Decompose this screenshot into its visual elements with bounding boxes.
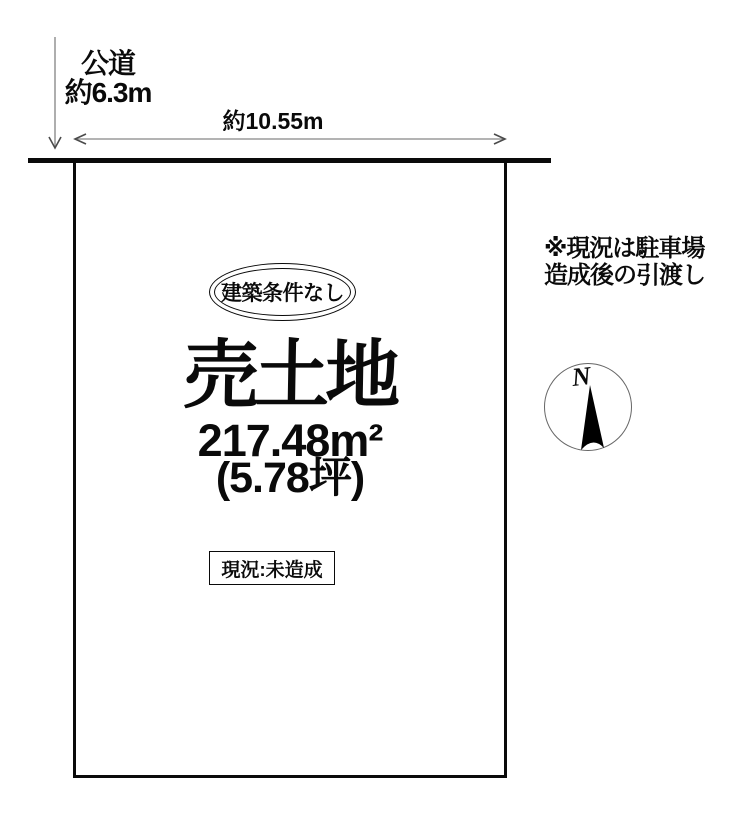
road-label-line2: 約6.3m: [64, 76, 152, 108]
frontage-dimension-label: 約10.55m: [222, 108, 324, 134]
site-note-line2: 造成後の引渡し: [544, 262, 705, 290]
site-note-line1: ※現況は駐車場: [544, 235, 705, 262]
frontage-arrow-icon: [0, 0, 560, 160]
no-building-conditions-badge: [209, 263, 356, 321]
badge-label: 建築条件なし: [221, 282, 344, 305]
current-state-box: 現況:未造成: [209, 551, 335, 585]
compass: [544, 363, 632, 451]
plot-area-m2: 217.48m²: [197, 415, 383, 466]
badge-inner-ellipse: [214, 268, 351, 316]
land-plot-outline: [73, 160, 507, 778]
compass-needle-icon: [545, 364, 633, 452]
site-note: [544, 235, 734, 289]
compass-north-label: N: [570, 361, 593, 392]
road-label-line1: 公道: [80, 48, 135, 79]
plot-title: 売土地: [182, 333, 398, 417]
plot-area-tsubo: (5.78坪): [215, 454, 365, 502]
